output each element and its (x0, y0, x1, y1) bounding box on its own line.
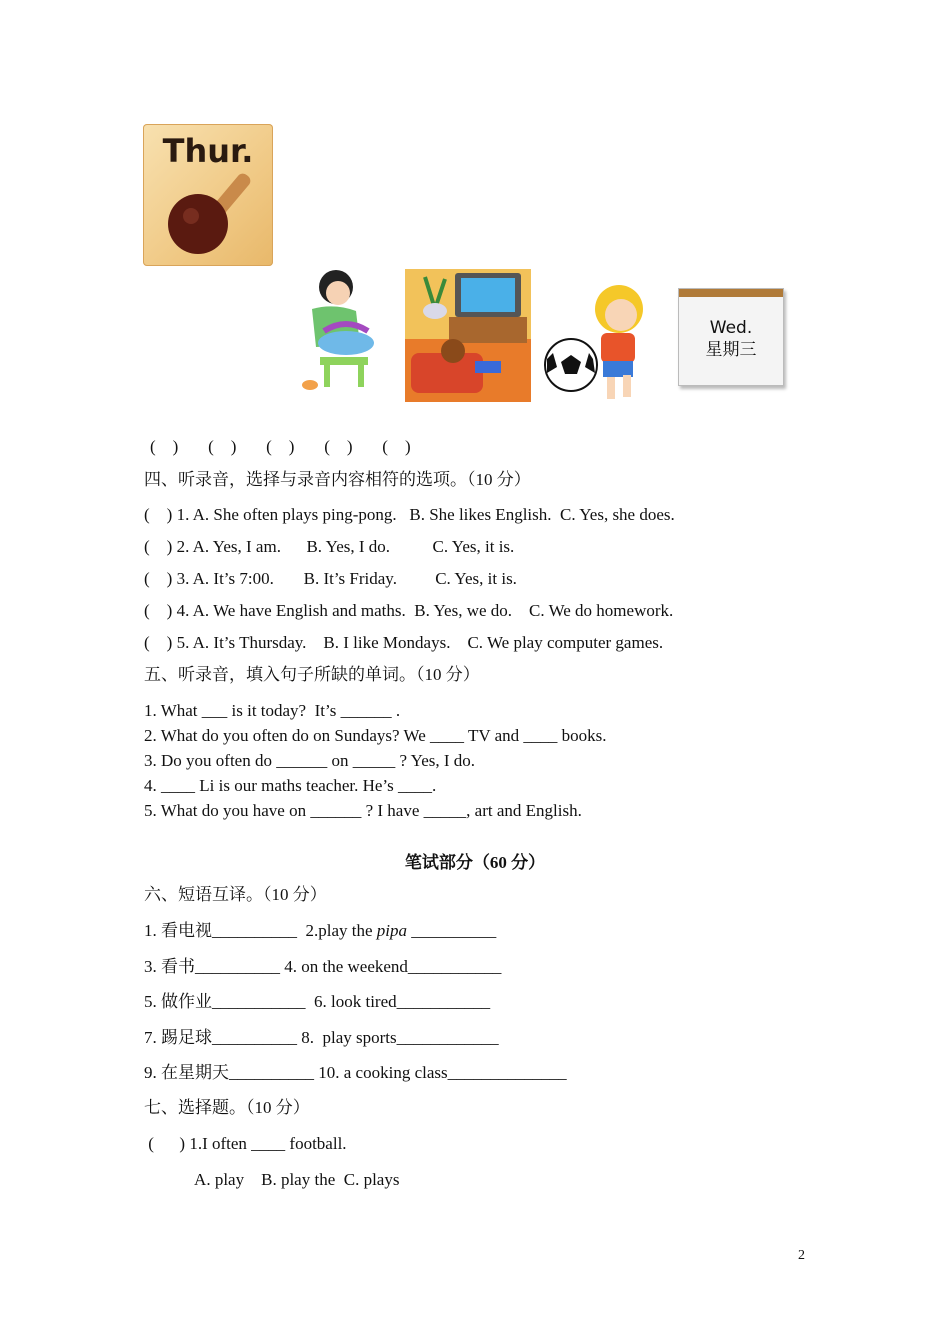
wed-chinese-label: 星期三 (705, 340, 757, 360)
boy-playing-football-picture (535, 275, 663, 411)
section5-item-3: 3. Do you often do ______ on _____ ? Yes, I do. (144, 751, 476, 770)
section6-row-2: 3. 看书__________ 4. on the weekend___________ (144, 957, 502, 976)
section5-item-4: 4. ____ Li is our maths teacher. He’s ____. (144, 776, 437, 795)
calendar-top-bar (679, 289, 783, 297)
section5-item-1: 1. What ___ is it today? It’s ______ . (144, 701, 401, 720)
written-part-heading: 笔试部分（60 分） (404, 853, 546, 872)
thur-label: Thur. (162, 132, 254, 170)
section4-item-3: ( ) 3. A. It’s 7:00. B. It’s Friday. C. Yes, it is. (144, 569, 517, 588)
section4-item-4: ( ) 4. A. We have English and maths. B. Yes, we do. C. We do homework. (144, 601, 674, 620)
section5-item-5: 5. What do you have on ______ ? I have _____, art and English. (144, 801, 582, 820)
section4-item-5: ( ) 5. A. It’s Thursday. B. I like Mondays. C. We play computer games. (144, 633, 664, 652)
wednesday-calendar-card (678, 288, 784, 386)
wed-label: Wed. (709, 318, 753, 338)
section7-question-1-options: A. play B. play the C. plays (144, 1170, 400, 1189)
section4-item-1: ( ) 1. A. She often plays ping-pong. B. She likes English. C. Yes, she does. (144, 505, 675, 524)
girl-washing-clothes-picture (290, 265, 402, 397)
picture-answer-brackets: ( ) ( ) ( ) ( ) ( ) (150, 437, 411, 456)
section4-title: 四、听录音，选择与录音内容相符的选项。（10 分） (144, 470, 531, 489)
section4-item-2: ( ) 2. A. Yes, I am. B. Yes, I do. C. Yes, it is. (144, 537, 515, 556)
pingpong-paddle-icon (143, 124, 273, 266)
section5-item-2: 2. What do you often do on Sundays? We ____ TV and ____ books. (144, 726, 607, 745)
section6-row-4: 7. 踢足球__________ 8. play sports____________ (144, 1028, 499, 1047)
section5-title: 五、听录音，填入句子所缺的单词。（10 分） (144, 665, 480, 684)
section6-row-5: 9. 在星期天__________ 10. a cooking class______________ (144, 1063, 567, 1082)
thursday-pingpong-card (143, 124, 273, 266)
section6-row-1-b: __________ (407, 921, 497, 940)
pipa-word: pipa (376, 921, 408, 940)
page-number: 2 (798, 1248, 805, 1263)
section6-title: 六、短语互译。（10 分） (144, 885, 327, 904)
section6-row-1 (144, 921, 496, 941)
boy-watching-tv-picture (405, 269, 531, 402)
section7-title: 七、选择题。（10 分） (144, 1098, 310, 1117)
section6-row-1-a: 1. 看电视__________ 2.play the (144, 921, 377, 940)
section7-question-1: ( ) 1.I often ____ football. (144, 1134, 347, 1153)
section6-row-3: 5. 做作业___________ 6. look tired___________ (144, 992, 491, 1011)
